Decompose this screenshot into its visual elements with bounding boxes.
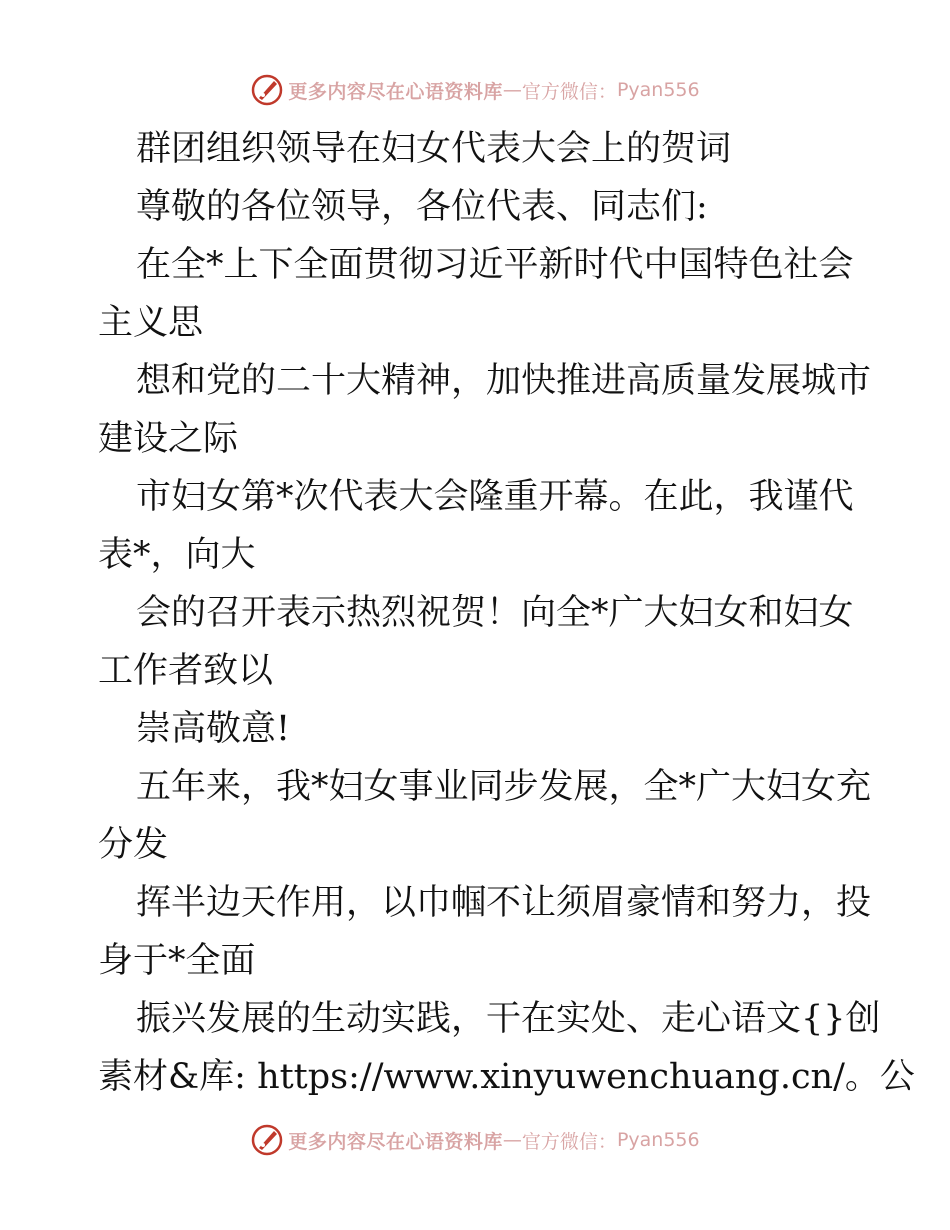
document-title: 群团组织领导在妇女代表大会上的贺词 <box>136 129 732 169</box>
paragraph-line: 想和党的二十大精神，加快推进高质量发展城市 <box>136 361 872 401</box>
paragraph-line: 振兴发展的生动实践，干在实处、走心语文{}创 <box>136 999 881 1039</box>
paragraph-line: 挥半边天作用，以巾帼不让须眉豪情和努力，投 <box>136 883 872 923</box>
paragraph-line: 工作者致以 <box>98 651 274 691</box>
paragraph-line: 表*，向大 <box>98 535 256 575</box>
banner-wechat-id: Pyan556 <box>616 1129 700 1151</box>
paragraph-line: 五年来，我*妇女事业同步发展，全*广大妇女充 <box>136 767 872 807</box>
quill-logo-icon <box>250 1123 284 1157</box>
banner-wechat-id: Pyan556 <box>616 79 700 101</box>
salutation-line: 尊敬的各位领导，各位代表、同志们: <box>136 187 708 227</box>
banner-sub-text: 官方微信： <box>521 1130 617 1153</box>
footer-watermark-banner <box>0 1120 950 1160</box>
paragraph-line: 在全*上下全面贯彻习近平新时代中国特色社会 <box>136 245 854 285</box>
banner-main-text: 更多内容尽在心语资料库 <box>288 80 503 103</box>
paragraph-line: 分发 <box>98 825 169 865</box>
banner-dash: — <box>502 1129 522 1151</box>
quill-logo-icon <box>250 73 284 107</box>
paragraph-line: 建设之际 <box>98 419 239 459</box>
paragraph-line: 崇高敬意! <box>136 709 291 749</box>
paragraph-line: 身于*全面 <box>98 941 256 981</box>
paragraph-line: 市妇女第*次代表大会隆重开幕。在此，我谨代 <box>136 477 854 517</box>
header-watermark-banner <box>0 70 950 110</box>
paragraph-line-with-url: 素材&库: https://www.xinyuwenchuang.cn/。公 <box>98 1057 915 1097</box>
document-body <box>98 120 915 1106</box>
banner-dash: — <box>502 79 522 101</box>
banner-main-text: 更多内容尽在心语资料库 <box>288 1130 503 1153</box>
paragraph-line: 主义思 <box>98 303 204 343</box>
banner-sub-text: 官方微信： <box>521 80 617 103</box>
paragraph-line: 会的召开表示热烈祝贺！向全*广大妇女和妇女 <box>136 593 854 633</box>
